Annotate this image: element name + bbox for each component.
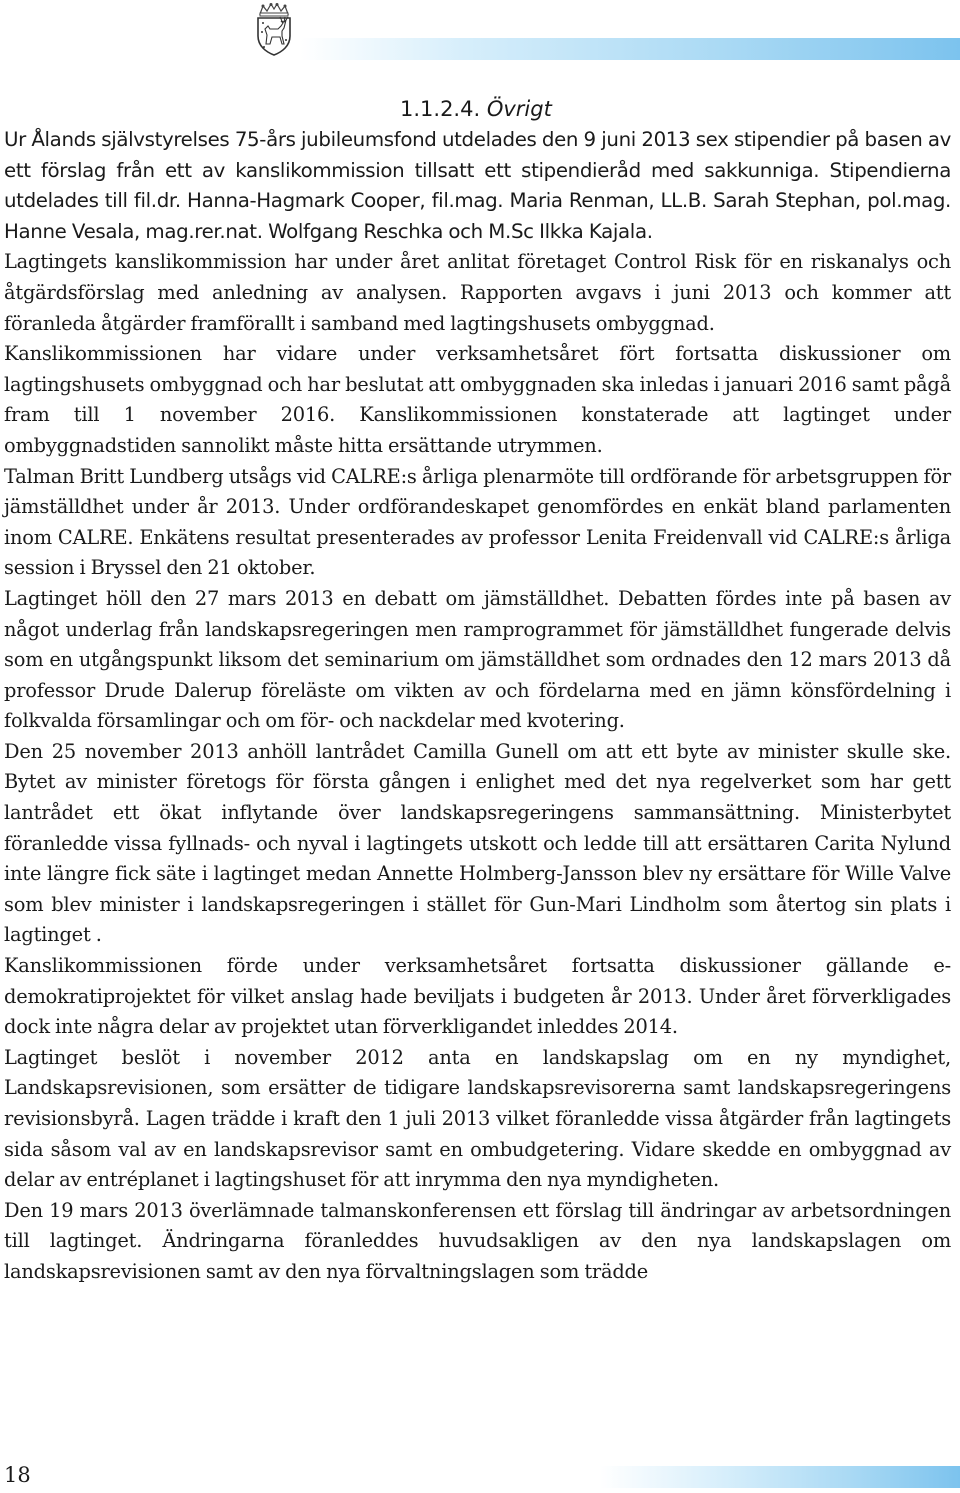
footer-decorative-band [600, 1466, 960, 1488]
paragraph-equality-debate: Lagtinget höll den 27 mars 2013 en debatt om jämställdhet. Debatten fördes inte på basen av något underlag från landskapsregeringen men ramprogrammet för jämställdhet fungerade delvis som en utgångspunkt liksom det seminarium om jämställdhet som ordnades den 12 mars 2013 då professor Drude Dalerup föreläste om vikten av och fördelarna med en jämn könsfördelning i folkvalda församlingar och om för- och nackdelar med kvotering. [4, 586, 951, 733]
header-decorative-band [300, 38, 960, 60]
paragraph-calre: Talman Britt Lundberg utsågs vid CALRE:s årliga plenarmöte till ordförande för arbetsgruppen för jämställdhet under år 2013. Under ordförandeskapet genomfördes en enkät bland parlamenten inom CALRE. Enkätens resultat presenterades av professor Lenita Freidenvall vid CALRE:s årliga session i Bryssel den 21 oktober. [4, 464, 951, 580]
paragraph-e-democracy: Kanslikommissionen förde under verksamhetsåret fortsatta diskussioner gällande e-demokratiprojektet för vilket anslag hade beviljats i budgeten år 2013. Under året förverkligades dock inte några delar av projektet utan förverkligandet inleddes 2014. [4, 954, 951, 1039]
section-title: Övrigt [486, 97, 552, 121]
paragraph-rules-of-procedure: Den 19 mars 2013 överlämnade talmanskonferensen ett förslag till ändringar av arbetsordningen till lagtinget. Ändringarna föranleddes huvudsakligen av den nya landskapslagen om landskapsrevisionen samt av den nya förvaltningslagen som trädde [4, 1198, 951, 1283]
aland-coat-of-arms-icon [251, 2, 297, 56]
paragraph-minister-change: Den 25 november 2013 anhöll lantrådet Camilla Gunell om att ett byte av minister skulle ske. Bytet av minister företogs för första gången i enlighet med det nya regelverket som har gett lantrådet ett ökat inflytande över landskapsregeringens sammansättning. Ministerbytet föranledde vissa fyllnads- och nyval i lagtingets utskott och ledde till att ersättaren Carita Nylund inte längre fick säte i lagtinget medan Annette Holmberg-Jansson blev ny ersättare för Wille Valve som blev minister i landskapsregeringen i stället för Gun-Mari Lindholm som återtog sin plats i lagtinget . [4, 739, 951, 947]
page-number: 18 [4, 1463, 31, 1487]
section-number: 1.1.2.4. [400, 97, 481, 121]
paragraph-risk-analysis: Lagtingets kanslikommission har under året anlitat företaget Control Risk för en riskanalys och åtgärdsförslag med anledning av analysen. Rapporten avgavs i juni 2013 och kommer att föranleda åtgärder framförallt i samband med lagtingshusets ombyggnad. [4, 250, 951, 335]
paragraph-renovation: Kanslikommissionen har vidare under verksamhetsåret fört fortsatta diskussioner om lagtingshusets ombyggnad och har beslutat att ombyggnaden ska inledas i januari 2016 samt pågå fram till 1 november 2016. Kanslikommissionen konstaterade att lagtinget under ombyggnadstiden sannolikt måste hitta ersättande utrymmen. [4, 342, 951, 457]
page-content [4, 94, 951, 1288]
paragraph-audit-authority: Lagtinget beslöt i november 2012 anta en landskapslag om en ny myndighet, Landskapsrevisionen, som ersätter de tidigare landskapsrevisorerna samt landskapsregeringens revisionsbyrå. Lagen trädde i kraft den 1 juli 2013 vilket föranledde vissa åtgärder från lagtingets sida såsom val av en landskapsrevisor samt en ombudgetering. Vidare skedde en ombyggnad av delar av entréplanet i lagtingshuset för att inrymma den nya myndigheten. [4, 1045, 951, 1192]
section-heading [400, 94, 951, 125]
paragraph-stipends: Ur Ålands självstyrelses 75-års jubileumsfond utdelades den 9 juni 2013 sex stipendier på basen av ett förslag från ett av kanslikommission tillsatt ett stipendieråd med sakkunniga. Stipendierna utdelades till fil.dr. Hanna-Hagmark Cooper, fil.mag. Maria Renman, LL.B. Sarah Stephan, pol.mag. Hanne Vesala, mag.rer.nat. Wolfgang Reschka och M.Sc Ilkka Kajala. [4, 128, 951, 243]
